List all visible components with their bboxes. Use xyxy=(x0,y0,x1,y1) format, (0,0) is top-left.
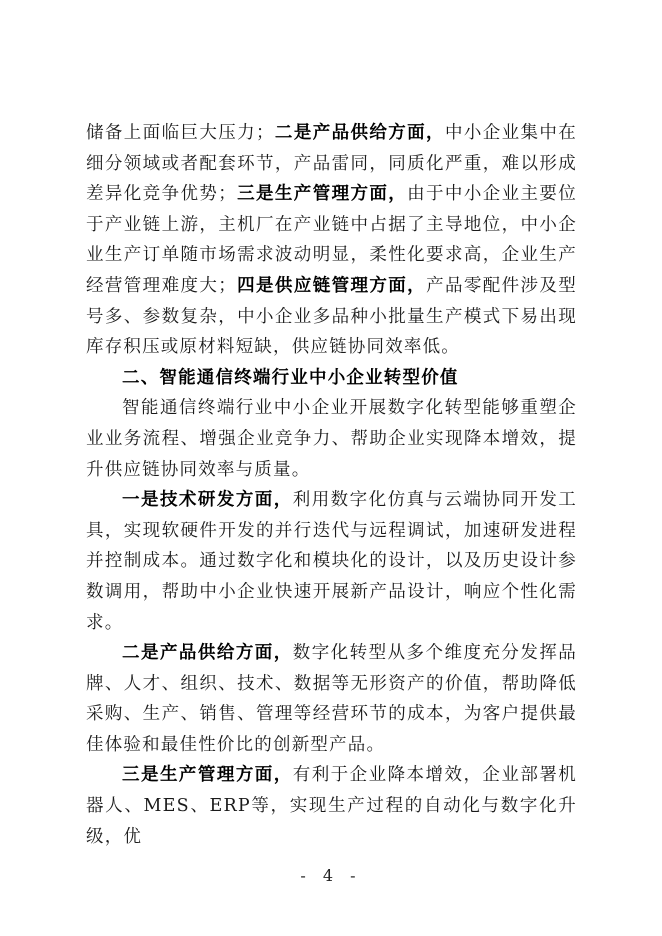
paragraph-challenges xyxy=(86,118,577,363)
paragraph-production-management xyxy=(86,760,577,852)
bold-lead-rnd: 一是技术研发方面， xyxy=(122,490,293,511)
bold-lead-product-supply: 二是产品供给方面， xyxy=(274,123,445,143)
text-run: 由于中小企业主要位于产业链上游，主机厂在产业链中占据了主导地位，中小企业生产订单随市场需求波动明显，柔性化要求高，企业生产经营管理难度大； xyxy=(86,184,577,296)
bold-lead-supply-chain: 四是供应链管理方面， xyxy=(236,275,427,296)
section-heading xyxy=(86,363,577,394)
text-run: 数字化转型从多个维度充分发挥品牌、人才、组织、技术、数据等无形资产的价值，帮助降低采购、生产、销售、管理等经营环节的成本，为客户提供最佳体验和最佳性价比的创新型产品。 xyxy=(86,643,577,755)
text-run: 利用数字化仿真与云端协同开发工具，实现软硬件开发的并行迭代与远程调试，加速研发进程并控制成本。通过数字化和模块化的设计，以及历史设计参数调用，帮助中小企业快速开展新产品设计，响应个性化需求。 xyxy=(86,490,577,633)
paragraph-product-supply xyxy=(86,638,577,760)
bold-lead-product-supply: 二是产品供给方面， xyxy=(122,643,293,664)
text-run: 储备上面临巨大压力； xyxy=(86,123,275,143)
text-run: 产品零配件涉及型号多、参数复杂，中小企业多品种小批量生产模式下易出现库存积压或原材料短缺，供应链协同效率低。 xyxy=(86,275,578,358)
section-heading-text: 二、智能通信终端行业中小企业转型价值 xyxy=(122,367,459,388)
bold-lead-production-management: 三是生产管理方面， xyxy=(122,765,293,786)
text-run: 有利于企业降本增效，企业部署机器人、MES、ERP等，实现生产过程的自动化与数字化升级，优 xyxy=(86,765,577,847)
page-number: - 4 - xyxy=(300,866,362,885)
paragraph-intro-value xyxy=(86,393,577,485)
bold-lead-production-management: 三是生产管理方面， xyxy=(236,184,408,205)
text-run: 中小企业集中在细分领域或者配套环节，产品雷同，同质化严重，难以形成差异化竞争优势； xyxy=(86,123,578,205)
document-body xyxy=(86,118,577,852)
text-run: 智能通信终端行业中小企业开展数字化转型能够重塑企业业务流程、增强企业竞争力、帮助企业实现降本增效，提升供应链协同效率与质量。 xyxy=(86,398,577,480)
paragraph-rnd xyxy=(86,485,577,638)
